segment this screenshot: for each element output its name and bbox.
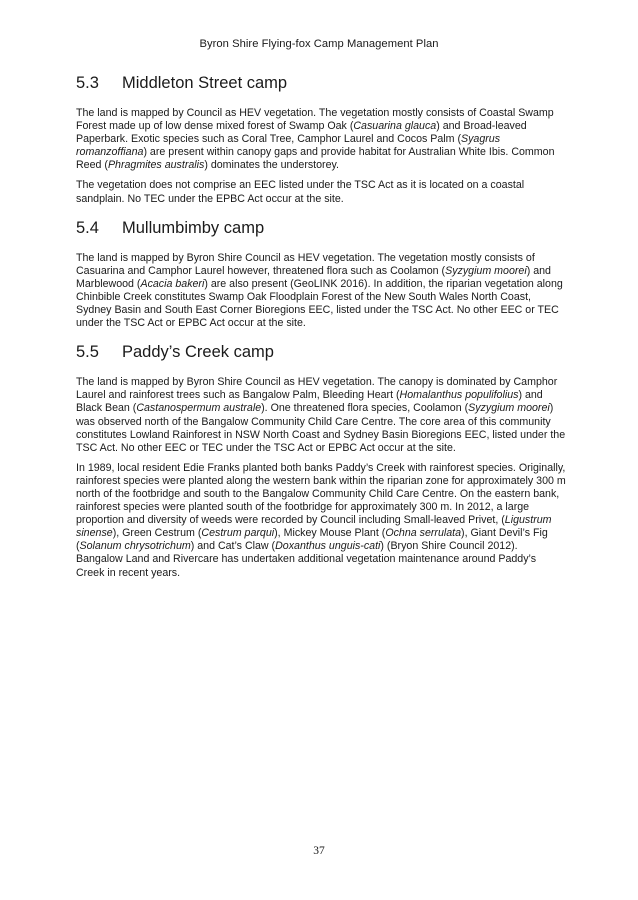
text-run: The land is mapped by Byron Shire Council as HEV vegetation. The canopy is dominated by Camphor Laurel and rainforest trees such as Bangalow Palm, Bleeding Heart ( (76, 376, 558, 402)
section-5-5 (76, 343, 566, 579)
species-name: Casuarina glauca (353, 120, 437, 133)
text-run: ) and Marblewood ( (76, 264, 551, 290)
text-run: In 1989, local resident Edie Franks planted both banks Paddy’s Creek with rainforest species. Originally, rainforest species were planted along the western bank within the riparian zone for approximately 300 m north of the footbridge and south to the Bangalow Community Child Care Centre. On the eastern bank, rainforest species were planted south of the footbridge for approximately 300 m. In 2012, a large proportion and diversity of weeds were recorded by Council including Small-leaved Privet, ( (76, 461, 566, 527)
text-run: The land is mapped by Council as HEV vegetation. The vegetation mostly consists of Coastal Swamp Forest made up of low dense mixed forest of Swamp Oak ( (76, 107, 554, 133)
species-name: Syzygium moorei (445, 264, 527, 277)
text-run: ) was observed north of the Bangalow Community Child Care Centre. The core area of this community constitutes Lowland Rainforest in NSW North Coast and Sydney Basin Bioregions EEC, listed under the TSC Act. No other EEC or TEC under the TSC Act or EPBC Act occur at the site. (76, 402, 566, 454)
section-title: Paddy’s Creek camp (122, 343, 274, 362)
section-number: 5.3 (76, 74, 99, 92)
section-title: Middleton Street camp (122, 74, 288, 92)
paragraph (76, 252, 566, 331)
text-run: ) and Black Bean ( (76, 389, 543, 415)
text-run: ) are also present (GeoLINK 2016). In addition, the riparian vegetation along Chinbible Creek constitutes Swamp Oak Floodplain Forest of the New South Wales North Coast, Sydney Basin and South East Corner Bioregions EEC, listed under the TSC Act. No other EEC or TEC under the TSC Act or EPBC Act occur at the site. (76, 277, 563, 330)
text-run: ) (Bryon Shire Council 2012). Bangalow Land and Rivercare has undertaken additional vegetation maintenance around Paddy’s Creek in recent years. (76, 540, 537, 579)
section-title: Mullumbimby camp (122, 218, 265, 237)
text-run: ), Giant Devil’s Fig ( (76, 527, 548, 553)
species-name: Ligustrum sinense (76, 514, 552, 540)
section-number: 5.4 (76, 218, 99, 237)
text-run: ) and Broad-leaved Paperbark. Exotic species such as Coral Tree, Camphor Laurel and Cocos Palm ( (76, 120, 527, 146)
section-heading (76, 74, 566, 93)
species-name: Castanospermum australe (136, 402, 262, 415)
species-name: Phragmites australis (107, 159, 205, 172)
text-run: ) and Cat’s Claw ( (190, 540, 276, 553)
section-5-3 (76, 74, 566, 206)
paragraph (76, 179, 566, 205)
document-body (76, 74, 566, 593)
text-run: ) are present within canopy gaps and provide habitat for Australian White Ibis. Common Reed ( (76, 146, 555, 172)
species-name: Cestrum parqui (201, 527, 275, 540)
species-name: Syzygium moorei (468, 402, 550, 415)
species-name: Syagrus romanzoffiana (76, 133, 501, 159)
text-run: ), Mickey Mouse Plant ( (274, 527, 386, 540)
paragraph (76, 107, 566, 172)
page-number: 37 (313, 845, 325, 857)
species-name: Ochna serrulata (385, 527, 462, 540)
text-run: The land is mapped by Byron Shire Council as HEV vegetation. The vegetation mostly consists of Casuarina and Camphor Laurel however, threatened flora such as Coolamon ( (76, 251, 535, 277)
paragraph (76, 376, 566, 455)
paragraph (76, 462, 566, 580)
text-run: ), Green Cestrum ( (112, 527, 202, 540)
running-header: Byron Shire Flying-fox Camp Management Plan (199, 38, 439, 50)
text-run: ). One threatened flora species, Coolamon ( (261, 402, 469, 415)
section-heading (76, 219, 566, 238)
text-run: The vegetation does not comprise an EEC listed under the TSC Act as it is located on a coastal sandplain. No TEC under the EPBC Act occur at the site. (76, 179, 525, 205)
section-number: 5.5 (76, 343, 99, 362)
species-name: Homalanthus populifolius (399, 389, 519, 402)
species-name: Doxanthus unguis-cati (275, 540, 381, 553)
section-5-4 (76, 219, 566, 331)
species-name: Solanum chrysotrichum (79, 540, 191, 553)
text-run: ) dominates the understorey. (204, 159, 339, 172)
species-name: Acacia bakeri (140, 277, 205, 290)
section-heading (76, 343, 566, 362)
